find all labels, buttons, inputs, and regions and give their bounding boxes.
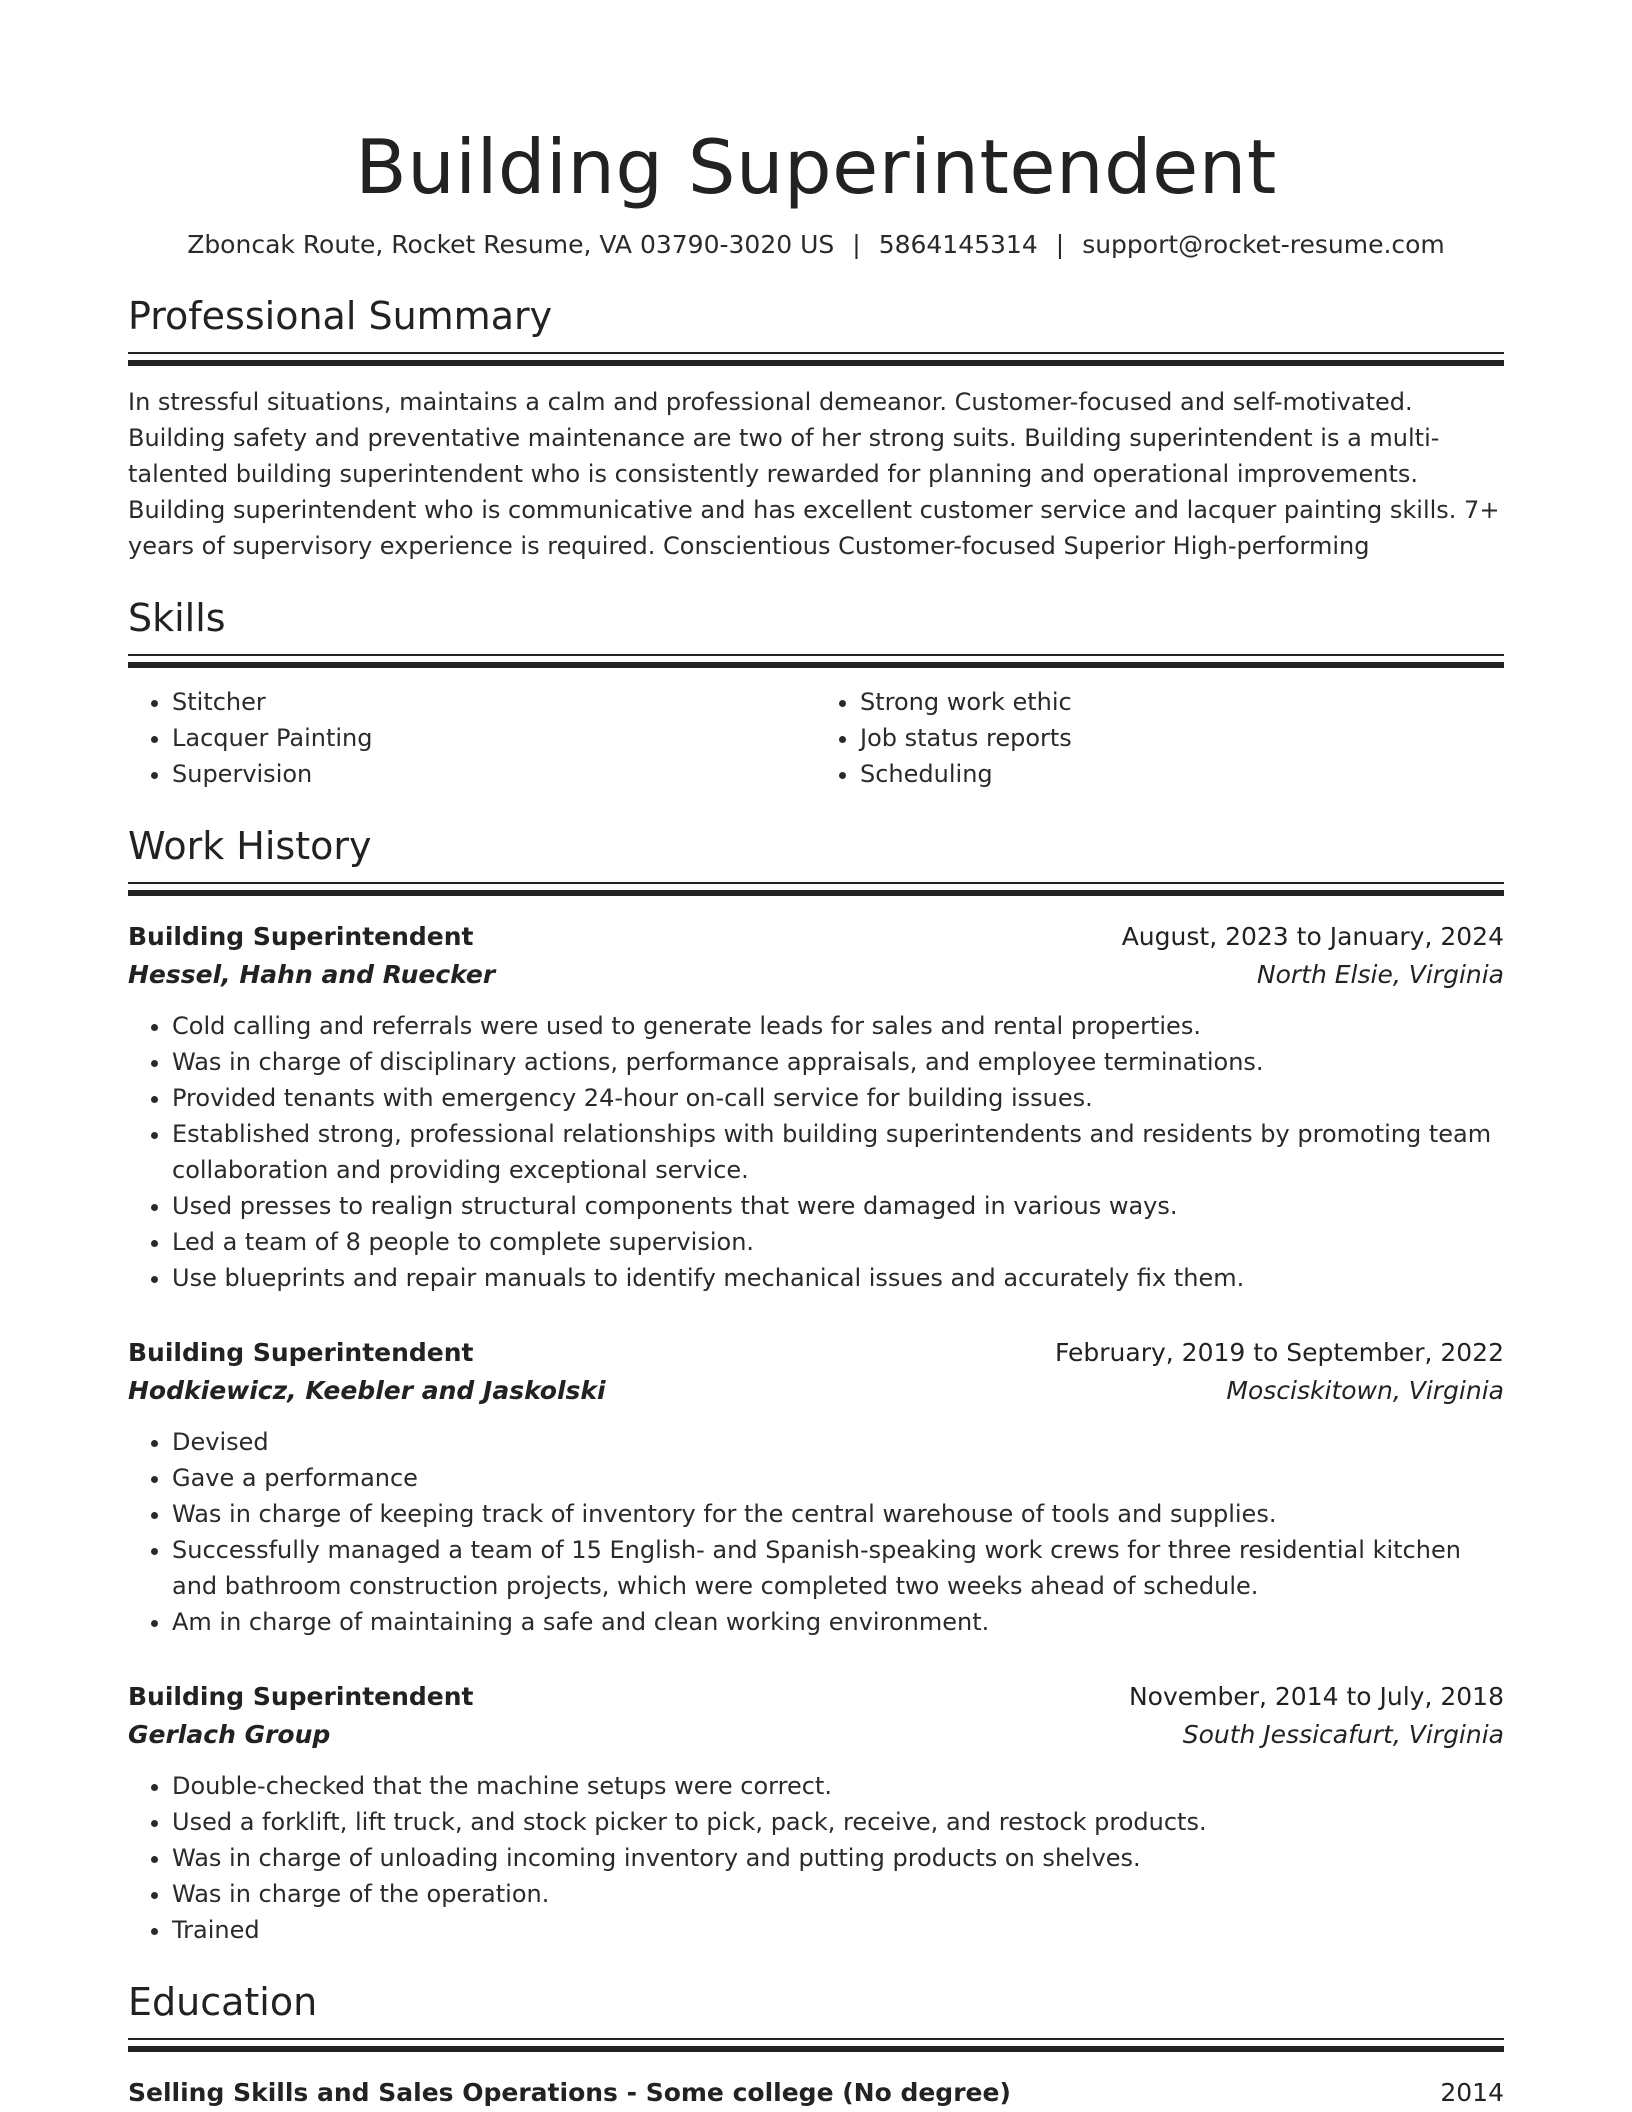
section-divider-thick (128, 890, 1504, 896)
job-bullets (128, 1768, 1504, 1948)
job-title: Building Superintendent (128, 1682, 474, 1711)
job-subheader (128, 1716, 1504, 1754)
job-bullet: • Used presses to realign structural components that were damaged in various ways. (172, 1188, 1504, 1224)
job-bullet: • Was in charge of disciplinary actions, performance appraisals, and employee terminations. (172, 1044, 1504, 1080)
section-divider (128, 654, 1504, 656)
job-header (128, 1678, 1504, 1716)
job-company: Hessel, Hahn and Ruecker (128, 960, 496, 989)
contact-separator: | (1055, 230, 1065, 259)
section-divider (128, 352, 1504, 354)
education-entry (128, 2074, 1504, 2112)
contact-email: support@rocket-resume.com (1082, 230, 1445, 259)
job-bullet: • Was in charge of the operation. (172, 1876, 1504, 1912)
job-dates: November, 2014 to July, 2018 (1128, 1682, 1504, 1711)
job-entry (128, 1334, 1504, 1640)
job-bullet: • Double-checked that the machine setups were correct. (172, 1768, 1504, 1804)
skill-item: • Lacquer Painting (172, 720, 816, 756)
job-title: Building Superintendent (128, 922, 474, 951)
contact-phone: 5864145314 (878, 230, 1038, 259)
job-subheader (128, 1372, 1504, 1410)
section-divider-thick (128, 2046, 1504, 2052)
skill-item: • Strong work ethic (860, 684, 1504, 720)
job-bullet: • Trained (172, 1912, 1504, 1948)
section-title-education: Education (128, 1980, 318, 2024)
job-bullet: • Established strong, professional relationships with building superintendents and residents by promoting team collaboration and providing exceptional service. (172, 1116, 1504, 1188)
job-entry (128, 918, 1504, 1296)
education-section-header (128, 1978, 1504, 2052)
skills-column-right (816, 684, 1504, 792)
contact-separator: | (852, 230, 861, 259)
summary-text: In stressful situations, maintains a calm and professional demeanor. Customer-focused and self-motivated. Building safety and preventative maintenance are two of her strong suits. Building superintendent is a multi-talented building superintendent who is consistently rewarded for planning and operational improvements. Building superintendent who is communicative and has excellent customer service and lacquer painting skills. 7+ years of supervisory experience is required. Conscientious Customer-focused Superior High-performing (128, 388, 1500, 560)
resume-title: Building Superintendent (355, 123, 1277, 211)
job-bullet: • Provided tenants with emergency 24-hour on-call service for building issues. (172, 1080, 1504, 1116)
skill-item: • Job status reports (860, 720, 1504, 756)
job-location: Mosciskitown, Virginia (1226, 1376, 1504, 1405)
job-bullet: • Was in charge of keeping track of inventory for the central warehouse of tools and supplies. (172, 1496, 1504, 1532)
section-title-skills: Skills (128, 596, 226, 640)
contact-address: Zboncak Route, Rocket Resume, VA 03790-3020 US (187, 230, 835, 259)
job-dates: August, 2023 to January, 2024 (1121, 922, 1504, 951)
section-divider-thick (128, 360, 1504, 366)
skills-column-left (128, 684, 816, 792)
skill-item: • Supervision (172, 756, 816, 792)
resume-page (128, 0, 1504, 2112)
job-location: South Jessicafurt, Virginia (1182, 1720, 1504, 1749)
job-bullet: • Cold calling and referrals were used to generate leads for sales and rental properties. (172, 1008, 1504, 1044)
job-entry (128, 1678, 1504, 1948)
job-dates: February, 2019 to September, 2022 (1055, 1338, 1504, 1367)
section-title-summary: Professional Summary (128, 294, 553, 338)
section-divider (128, 882, 1504, 884)
job-header (128, 1334, 1504, 1372)
job-bullet: • Devised (172, 1424, 1504, 1460)
job-bullet: • Used a forklift, lift truck, and stock picker to pick, pack, receive, and restock products. (172, 1804, 1504, 1840)
skills-section-header (128, 594, 1504, 668)
job-subheader (128, 956, 1504, 994)
section-divider (128, 2038, 1504, 2040)
job-bullet: • Use blueprints and repair manuals to identify mechanical issues and accurately fix them. (172, 1260, 1504, 1296)
summary-section-header (128, 292, 1504, 366)
job-location: North Elsie, Virginia (1256, 960, 1504, 989)
section-title-work: Work History (128, 824, 372, 868)
education-year: 2014 (1440, 2078, 1504, 2107)
contact-line (128, 228, 1504, 262)
skill-item: • Scheduling (860, 756, 1504, 792)
job-bullet: • Am in charge of maintaining a safe and clean working environment. (172, 1604, 1504, 1640)
job-bullet: • Gave a performance (172, 1460, 1504, 1496)
section-divider-thick (128, 662, 1504, 668)
job-header (128, 918, 1504, 956)
job-company: Hodkiewicz, Keebler and Jaskolski (128, 1376, 606, 1405)
work-section-header (128, 822, 1504, 896)
job-bullet: • Was in charge of unloading incoming inventory and putting products on shelves. (172, 1840, 1504, 1876)
job-title: Building Superintendent (128, 1338, 474, 1367)
job-company: Gerlach Group (128, 1720, 331, 1749)
job-bullet: • Successfully managed a team of 15 English- and Spanish-speaking work crews for three residential kitchen and bathroom construction projects, which were completed two weeks ahead of schedule. (172, 1532, 1504, 1604)
skills-list (128, 684, 1504, 792)
education-degree: Selling Skills and Sales Operations - Some college (No degree) (128, 2078, 1011, 2107)
job-bullet: • Led a team of 8 people to complete supervision. (172, 1224, 1504, 1260)
job-bullets (128, 1424, 1504, 1640)
job-bullets (128, 1008, 1504, 1296)
skill-item: • Stitcher (172, 684, 816, 720)
